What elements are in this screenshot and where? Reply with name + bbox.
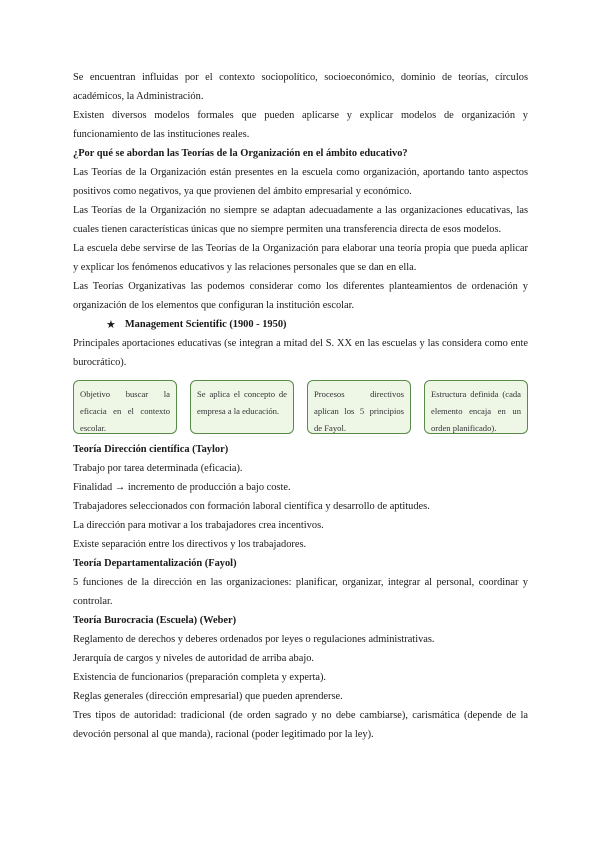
paragraph: Las Teorías de la Organización no siempre se adaptan adecuadamente a las organizaciones educativas, las cuales tienen características únicas que no siempre permiten una transferencia directa de esos modelos.	[73, 205, 528, 235]
line: Existencia de funcionarios (preparación completa y experta).	[73, 672, 327, 683]
line: Reglamento de derechos y deberes ordenados por leyes o regulaciones administrativas.	[73, 634, 435, 645]
paragraph: Las Teorías de la Organización están presentes en la escuela como organización, aportando tanto aspectos positivos como negativos, ya que provienen del ámbito empresarial y económico.	[73, 167, 528, 197]
paragraph: Existen diversos modelos formales que pueden aplicarse y explicar modelos de organización y funcionamiento de las instituciones reales.	[73, 110, 528, 140]
line: Reglas generales (dirección empresarial) que pueden aprenderse.	[73, 691, 343, 702]
line: Trabajadores seleccionados con formación laboral científica y desarrollo de aptitudes.	[73, 501, 430, 512]
paragraph: Se encuentran influidas por el contexto sociopolítico, socioeconómico, dominio de teorías, círculos académicos, la Administración.	[73, 72, 528, 102]
contribution-boxes	[73, 380, 528, 434]
contribution-box: Se aplica el concepto de empresa a la educación.	[190, 380, 294, 434]
star-icon: ★	[106, 319, 116, 331]
line: La dirección para motivar a los trabajadores crea incentivos.	[73, 520, 324, 531]
section-heading-taylor: Teoría Dirección científica (Taylor)	[73, 444, 229, 455]
section-heading-weber: Teoría Burocracia (Escuela) (Weber)	[73, 615, 237, 626]
line: Trabajo por tarea determinada (eficacia).	[73, 463, 243, 474]
bullet-text: Management Scientific (1900 - 1950)	[124, 319, 287, 330]
question-heading: ¿Por qué se abordan las Teorías de la Organización en el ámbito educativo?	[73, 148, 408, 159]
bullet-item	[106, 315, 528, 334]
contribution-box: Estructura definida (cada elemento encaja en un orden planificado).	[424, 380, 528, 434]
line: Jerarquía de cargos y niveles de autoridad de arriba abajo.	[73, 653, 314, 664]
section-heading-fayol: Teoría Departamentalización (Fayol)	[73, 558, 237, 569]
line: Existe separación entre los directivos y los trabajadores.	[73, 539, 307, 550]
contribution-box: Procesos directivos aplican los 5 principios de Fayol.	[307, 380, 411, 434]
line: Tres tipos de autoridad: tradicional (de orden sagrado y no debe cambiarse), carismática (depende de la devoción personal al que manda), racional (poder legitimado por la ley).	[73, 710, 528, 740]
contribution-box: Objetivo buscar la eficacia en el contexto escolar.	[73, 380, 177, 434]
paragraph: Las Teorías Organizativas las podemos considerar como los diferentes planteamientos de ordenación y organización de los elementos que configuran la institución escolar.	[73, 281, 528, 311]
paragraph: Principales aportaciones educativas (se integran a mitad del S. XX en las escuelas y las considera como ente burocrático).	[73, 338, 528, 368]
document-page	[73, 68, 528, 744]
paragraph: La escuela debe servirse de las Teorías de la Organización para elaborar una teoría propia que pueda aplicar y explicar los fenómenos educativos y las relaciones personales que se dan en ella.	[73, 243, 528, 273]
line: 5 funciones de la dirección en las organizaciones: planificar, organizar, integrar al personal, coordinar y controlar.	[73, 577, 528, 607]
line: Finalidad → incremento de producción a bajo coste.	[73, 482, 291, 493]
